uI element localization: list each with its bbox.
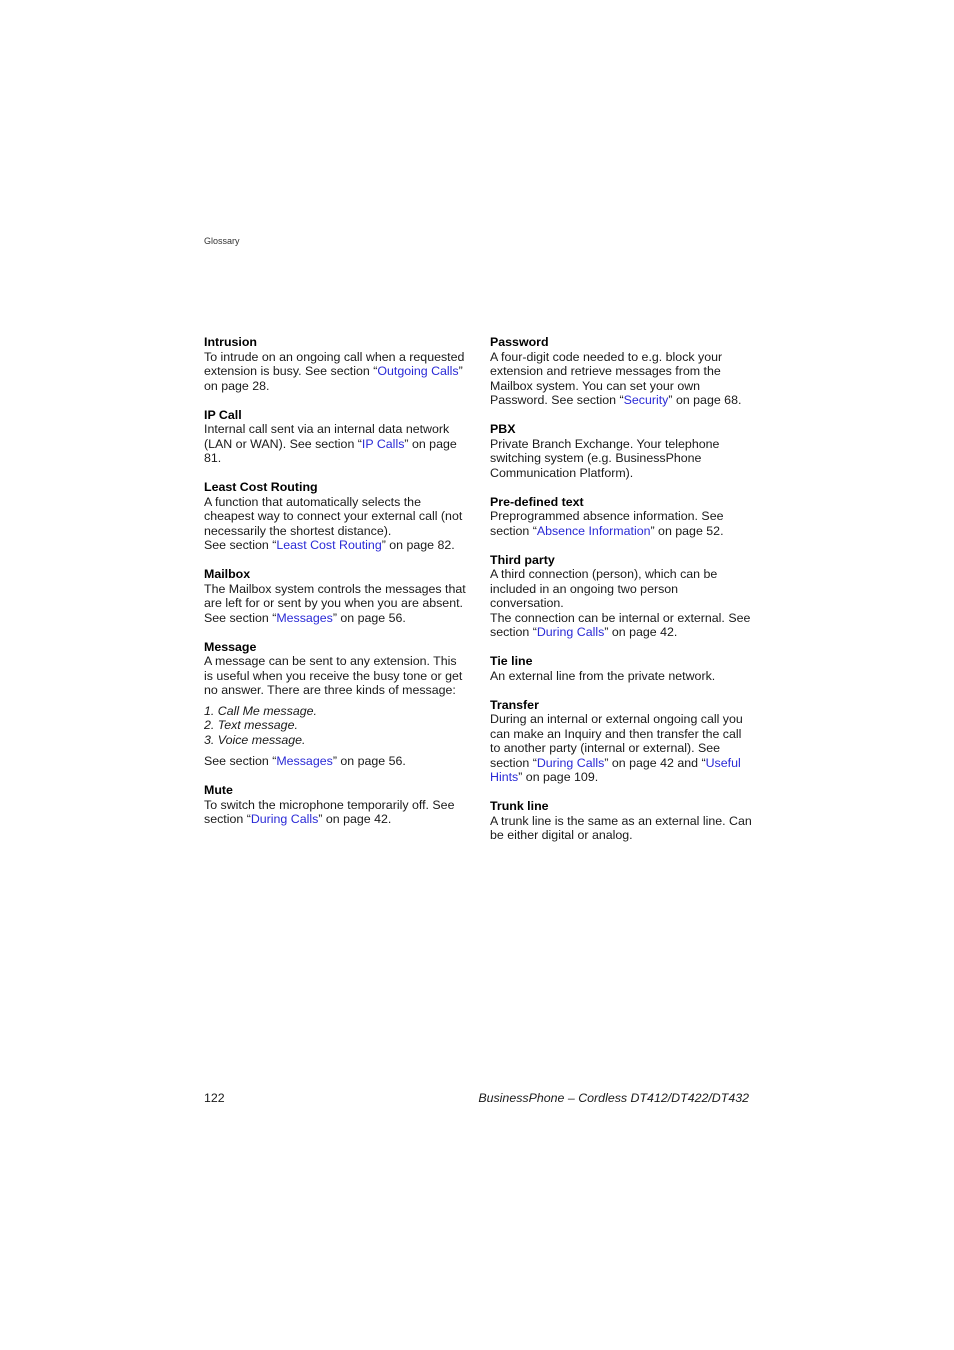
term-heading: PBX: [490, 422, 516, 436]
definition-text: The Mailbox system controls the messages that are left for or sent by you when you are absent. See section “: [204, 581, 466, 625]
glossary-right-column: [490, 335, 752, 857]
glossary-entry-third-party: [490, 553, 752, 640]
definition-text: Internal call sent via an internal data network (LAN or WAN). See section “: [204, 422, 450, 451]
term-heading: Mute: [204, 783, 233, 797]
term-heading: Trunk line: [490, 799, 549, 813]
definition-text: ” on page 81.: [204, 436, 457, 465]
definition-text: ” on page 56.: [332, 610, 406, 625]
term-definition: A message can be sent to any extension. This is useful when you receive the busy tone or get no answer. There are three kinds of message:: [204, 654, 463, 697]
cross-reference-link[interactable]: Messages: [276, 610, 333, 625]
term-definition: An external line from the private network.: [490, 668, 716, 683]
definition-text: ” on page 52.: [650, 523, 724, 538]
cross-reference-link[interactable]: During Calls: [250, 812, 319, 826]
term-heading: Mailbox: [204, 567, 251, 581]
glossary-entry-message: [204, 640, 466, 769]
term-definition: [204, 582, 466, 626]
cross-reference-link[interactable]: Absence Information: [536, 523, 651, 538]
page-number: 122: [204, 1091, 225, 1105]
cross-reference-link[interactable]: Least Cost Routing: [276, 538, 382, 552]
glossary-entry-mute: [204, 783, 466, 827]
glossary-entry-trunk-line: [490, 799, 752, 843]
term-definition: A third connection (person), which can be included in an ongoing two person conversation.: [490, 567, 718, 610]
cross-reference-link[interactable]: Messages: [276, 754, 333, 768]
glossary-entry-pbx: [490, 422, 752, 480]
list-item: 2. Text message.: [204, 718, 298, 732]
cross-reference-link[interactable]: During Calls: [536, 755, 605, 770]
term-definition: [204, 422, 466, 466]
cross-reference-link[interactable]: IP Calls: [361, 436, 405, 451]
definition-text: See section “: [204, 538, 277, 552]
definition-text: ” on page 42.: [604, 625, 678, 639]
definition-text: ” on page 56.: [332, 754, 406, 768]
glossary-entry-password: [490, 335, 752, 408]
glossary-entry-mailbox: [204, 567, 466, 625]
term-definition: [490, 509, 752, 538]
glossary-entry-tie-line: [490, 654, 752, 683]
term-heading: Third party: [490, 552, 555, 567]
definition-text: To switch the microphone temporarily off. See section “: [204, 797, 455, 826]
term-heading: IP Call: [204, 407, 242, 422]
glossary-entry-pre-defined-text: [490, 495, 752, 539]
definition-text: See section “: [204, 754, 277, 768]
cross-reference-link[interactable]: Security: [623, 393, 669, 407]
term-heading: Pre-defined text: [490, 494, 584, 509]
see-section-line: [204, 754, 466, 769]
running-header: Glossary: [204, 236, 240, 246]
glossary-entry-transfer: [490, 698, 752, 785]
definition-text: Preprogrammed absence information. See section “: [490, 509, 724, 538]
term-definition: [490, 350, 752, 408]
see-section-line: [204, 538, 466, 553]
definition-text: ” on page 42 and “: [604, 755, 706, 770]
term-heading: Message: [204, 639, 257, 654]
definition-text: To intrude on an ongoing call when a requested extension is busy. See section “: [204, 349, 465, 378]
term-heading: Transfer: [490, 697, 539, 712]
term-definition: [204, 798, 466, 827]
definition-text: ” on page 68.: [668, 393, 742, 407]
term-heading: Least Cost Routing: [204, 480, 318, 494]
definition-text: ” on page 42.: [318, 812, 392, 826]
term-definition: [490, 712, 752, 785]
definition-text: ” on page 28.: [204, 364, 463, 393]
list-item: 1. Call Me message.: [204, 703, 317, 718]
term-definition: A trunk line is the same as an external line. Can be either digital or analog.: [490, 813, 752, 842]
term-definition: [204, 350, 466, 394]
term-definition: Private Branch Exchange. Your telephone switching system (e.g. BusinessPhone Communication Platform).: [490, 436, 720, 480]
definition-text: A four-digit code needed to e.g. block your extension and retrieve messages from the Mailbox system. You can set your own Password. See section “: [490, 349, 723, 407]
term-heading: Tie line: [490, 654, 533, 668]
definition-text: The connection can be internal or external. See section “: [490, 610, 751, 639]
see-section-line: [490, 611, 752, 640]
cross-reference-link[interactable]: During Calls: [536, 625, 605, 639]
cross-reference-link[interactable]: Useful Hints: [490, 755, 741, 784]
term-definition: A function that automatically selects the cheapest way to connect your external call (not necessarily the shortest distance).: [204, 494, 463, 538]
cross-reference-link[interactable]: Outgoing Calls: [377, 364, 459, 378]
glossary-entry-ip-call: [204, 408, 466, 466]
definition-text: ” on page 82.: [381, 538, 455, 552]
definition-text: During an internal or external ongoing call you can make an Inquiry and then transfer the call to another party (internal or external). See section “: [490, 712, 743, 770]
definition-text: ” on page 109.: [518, 770, 599, 784]
glossary-left-column: [204, 335, 466, 841]
term-heading: Password: [490, 335, 549, 349]
term-heading: Intrusion: [204, 335, 257, 349]
document-title: BusinessPhone – Cordless DT412/DT422/DT432: [478, 1091, 749, 1105]
message-types-list: [204, 704, 466, 748]
glossary-entry-least-cost-routing: [204, 480, 466, 553]
list-item: 3. Voice message.: [204, 732, 306, 747]
glossary-entry-intrusion: [204, 335, 466, 393]
